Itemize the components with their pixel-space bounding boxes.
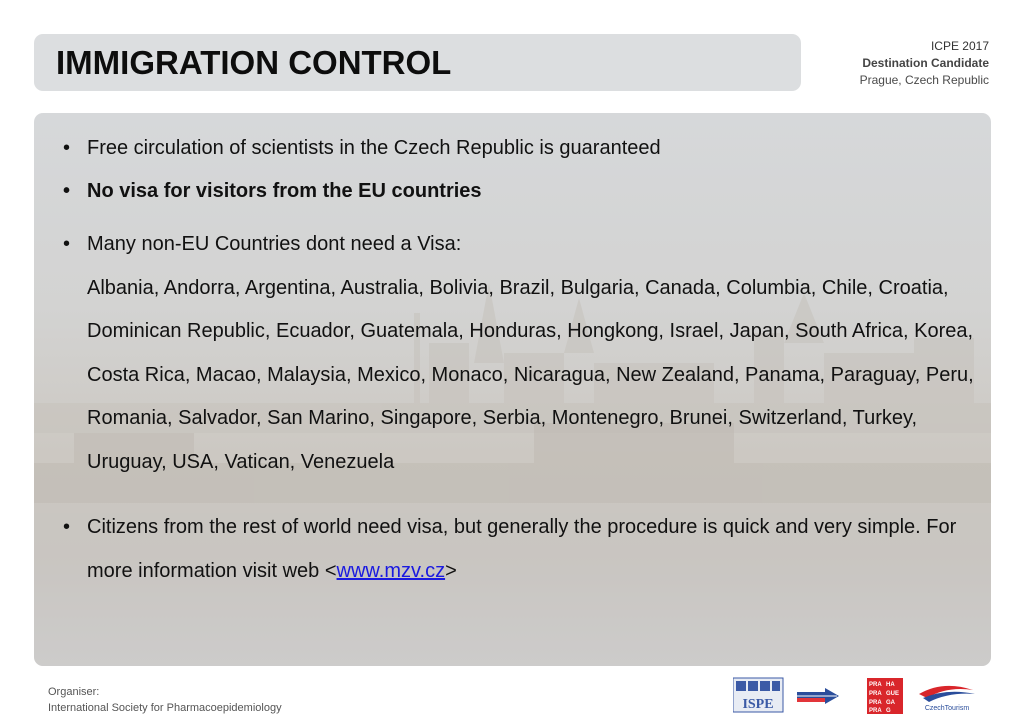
czechtourism-text: CzechTourism (924, 705, 970, 712)
mzv-link[interactable]: www.mzv.cz (336, 559, 446, 582)
praha-cell-2: HA (886, 682, 895, 688)
organiser-name: International Society for Pharmacoepidemiology (48, 702, 282, 714)
content-panel (34, 113, 991, 666)
praha-cell-4: GUE (886, 691, 900, 697)
organiser-label: Organiser: (48, 686, 100, 698)
sponsor-logos (733, 676, 983, 716)
ispe-logo (733, 678, 783, 712)
praha-cell-3: PRA (869, 691, 882, 697)
praha-cell-5: PRA (869, 700, 882, 706)
czech-flag-logo (797, 688, 839, 704)
bullet-rest-of-world (34, 506, 991, 593)
bullet-list (34, 137, 991, 593)
bullet-rest-of-world-end: > (445, 559, 457, 582)
event-info (860, 38, 989, 89)
praha-cell-1: PRA (869, 682, 882, 688)
bullet-non-eu-text: Many non-EU Countries dont need a Visa: (87, 233, 462, 255)
bullet-non-eu (34, 223, 991, 484)
slide-title: IMMIGRATION CONTROL (56, 43, 452, 81)
bullet-no-visa-eu (34, 180, 991, 202)
bullet-rest-of-world-text: Citizens from the rest of world need visa, but generally the procedure is quick and very simple. For more information visit web < (87, 516, 957, 582)
spacer (34, 484, 991, 506)
event-name: ICPE 2017 (930, 39, 989, 53)
country-list: Albania, Andorra, Argentina, Australia, Bolivia, Brazil, Bulgaria, Canada, Columbia, Chile, Croatia, Dominican Republic, Ecuador, Guatemala, Honduras, Hongkong, Israel, Japan, South Africa, Korea, Costa Rica, Macao, Malaysia, Mexico, Monaco, Nicaragua, New Zealand, Panama, Paraguay, Peru, Romania, Salvador, San Marino, Singapore, Serbia, Montenegro, Brunei, Switzerland, Turkey, Uruguay, USA, Vatican, Venezuela (87, 276, 974, 473)
event-status: Destination Candidate (862, 56, 989, 70)
ispe-logo-text: ISPE (742, 697, 774, 712)
bullet-free-circulation-text: Free circulation of scientists in the Czech Republic is guaranteed (87, 137, 661, 159)
bullet-no-visa-eu-text: No visa for visitors from the EU countries (87, 180, 482, 202)
footer-organiser (48, 684, 282, 716)
bullet-free-circulation (34, 137, 991, 159)
praha-cell-8: G (886, 708, 891, 714)
event-location: Prague, Czech Republic (859, 73, 989, 87)
czechtourism-logo (919, 686, 975, 712)
title-bar (34, 34, 801, 91)
praha-logo (867, 678, 903, 714)
praha-cell-6: GA (886, 700, 895, 706)
praha-cell-7: PRA (869, 708, 882, 714)
